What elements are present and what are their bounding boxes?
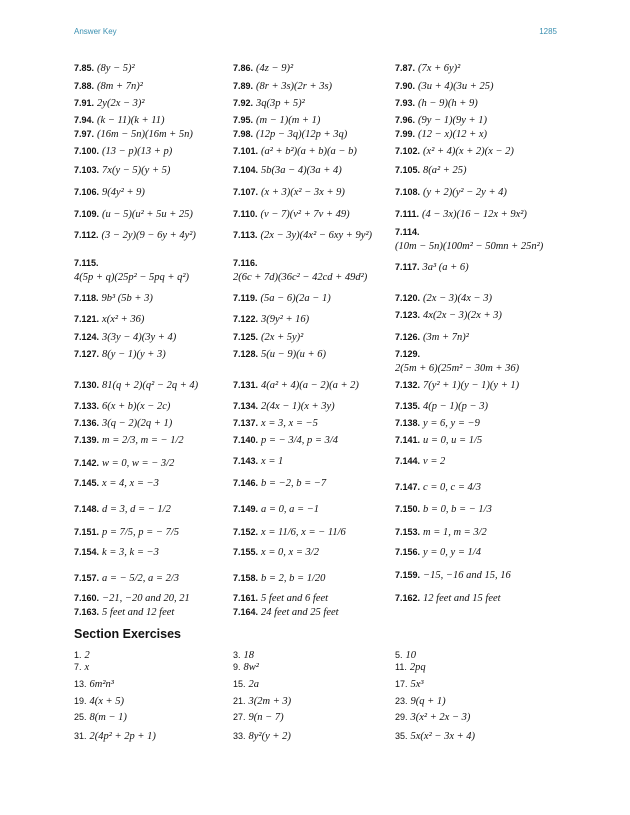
answer-expression: b = 2, b = 1/20 bbox=[261, 573, 326, 584]
answer-item bbox=[74, 186, 145, 199]
answer-number: 7.112. bbox=[74, 230, 99, 240]
exercise-number: 35. bbox=[395, 731, 408, 741]
answer-number: 7.128. bbox=[233, 349, 259, 359]
answer-expression: (8m + 7n)² bbox=[97, 81, 143, 92]
answer-item bbox=[395, 379, 519, 392]
answer-expression: 4(a² + 4)(a − 2)(a + 2) bbox=[261, 380, 359, 391]
answer-number: 7.155. bbox=[233, 547, 259, 557]
answer-item bbox=[395, 503, 492, 516]
answer-expression: (2x + 5y)² bbox=[261, 332, 304, 343]
answer-item bbox=[395, 434, 482, 447]
answer-number: 7.106. bbox=[74, 187, 100, 197]
answer-item bbox=[74, 97, 145, 110]
answer-number: 7.94. bbox=[74, 115, 95, 125]
answer-expression: 3(3y − 4)(3y + 4) bbox=[102, 332, 177, 343]
answer-number: 7.121. bbox=[74, 314, 100, 324]
exercise-answer: 9(n − 7) bbox=[248, 712, 284, 723]
answer-item bbox=[74, 477, 159, 490]
answer-item bbox=[233, 313, 309, 326]
answer-number: 7.86. bbox=[233, 63, 254, 73]
answer-number: 7.159. bbox=[395, 570, 421, 580]
section-answer-item bbox=[395, 730, 475, 743]
answer-item bbox=[233, 592, 328, 605]
answer-number: 7.163. bbox=[74, 607, 100, 617]
answer-expression: 9b³ (5b + 3) bbox=[101, 293, 153, 304]
answer-number: 7.145. bbox=[74, 478, 100, 488]
answer-expression: 24 feet and 25 feet bbox=[261, 607, 339, 618]
answer-number: 7.132. bbox=[395, 380, 421, 390]
section-answer-item bbox=[233, 678, 259, 691]
answer-expression: (h − 9)(h + 9) bbox=[418, 98, 478, 109]
answer-expression: −15, −16 and 15, 16 bbox=[423, 570, 511, 581]
answer-number: 7.88. bbox=[74, 81, 95, 91]
answer-expression: 2y(2x − 3)² bbox=[97, 98, 145, 109]
answer-item bbox=[233, 80, 332, 93]
answer-expression: 4x(2x − 3)(2x + 3) bbox=[423, 310, 502, 321]
answer-expression: y = 6, y = −9 bbox=[423, 418, 480, 429]
answer-number: 7.107. bbox=[233, 187, 259, 197]
exercise-number: 9. bbox=[233, 662, 241, 672]
answer-expression: (4z − 9)² bbox=[256, 63, 294, 74]
answer-expression: (m − 1)(m + 1) bbox=[256, 115, 321, 126]
exercise-answer: x bbox=[84, 662, 90, 673]
answer-number: 7.150. bbox=[395, 504, 421, 514]
answer-number: 7.118. bbox=[74, 293, 99, 303]
answer-item bbox=[395, 592, 501, 605]
answer-expression: (12 − x)(12 + x) bbox=[418, 129, 488, 140]
answer-expression: (x² + 4)(x + 2)(x − 2) bbox=[423, 146, 514, 157]
answer-item bbox=[233, 526, 346, 539]
exercise-answer: 3(x² + 2x − 3) bbox=[410, 712, 471, 723]
answer-number: 7.143. bbox=[233, 456, 259, 466]
section-answer-item bbox=[233, 661, 259, 674]
answer-number: 7.130. bbox=[74, 380, 100, 390]
answer-expression: x = 11/6, x = − 11/6 bbox=[261, 527, 346, 538]
section-answer-item bbox=[233, 695, 291, 708]
answer-number: 7.139. bbox=[74, 435, 100, 445]
answer-item bbox=[74, 457, 174, 470]
exercise-answer: 2pq bbox=[409, 662, 426, 673]
answer-expression: x = 0, x = 3/2 bbox=[261, 547, 319, 558]
answer-item bbox=[395, 546, 481, 559]
answer-item bbox=[233, 434, 338, 447]
answer-item bbox=[74, 313, 144, 326]
answer-item bbox=[74, 503, 171, 516]
answer-item bbox=[233, 186, 345, 199]
answer-expression: (3u + 4)(3u + 25) bbox=[418, 81, 494, 92]
answer-item bbox=[74, 379, 198, 392]
answer-number: 7.91. bbox=[74, 98, 95, 108]
exercise-answer: 6m²n³ bbox=[89, 679, 114, 690]
answer-item bbox=[74, 348, 166, 361]
answer-item bbox=[74, 434, 184, 447]
answer-number: 7.105. bbox=[395, 165, 421, 175]
exercise-number: 5. bbox=[395, 650, 403, 660]
answer-expression: 9(4y² + 9) bbox=[102, 187, 145, 198]
answer-item bbox=[233, 331, 303, 344]
answer-number: 7.140. bbox=[233, 435, 259, 445]
answer-number: 7.153. bbox=[395, 527, 421, 537]
answer-item bbox=[395, 331, 469, 344]
exercise-answer: 2a bbox=[248, 679, 260, 690]
answer-expression: (8r + 3s)(2r + 3s) bbox=[256, 81, 333, 92]
answer-number: 7.152. bbox=[233, 527, 259, 537]
answer-expression: (2x − 3y)(4x² − 6xy + 9y²) bbox=[260, 230, 373, 241]
answer-number: 7.104. bbox=[233, 165, 259, 175]
exercise-answer: 2 bbox=[84, 650, 90, 661]
exercise-number: 25. bbox=[74, 712, 87, 722]
exercise-number: 31. bbox=[74, 731, 87, 741]
answer-expression: −21, −20 and 20, 21 bbox=[102, 593, 190, 604]
answer-expression: (5a − 6)(2a − 1) bbox=[260, 293, 331, 304]
exercise-number: 19. bbox=[74, 696, 87, 706]
answer-number: 7.138. bbox=[395, 418, 421, 428]
answer-expression: (10m − 5n)(100m² − 50mn + 25n²) bbox=[395, 241, 544, 252]
answer-expression: 12 feet and 15 feet bbox=[423, 593, 501, 604]
answer-item bbox=[395, 62, 460, 75]
exercise-answer: 5x³ bbox=[410, 679, 424, 690]
answer-expression: x = 4, x = −3 bbox=[102, 478, 159, 489]
answer-number: 7.87. bbox=[395, 63, 416, 73]
answer-expression: 4(5p + q)(25p² − 5pq + q²) bbox=[74, 272, 190, 283]
answer-item bbox=[74, 400, 170, 413]
answer-number: 7.157. bbox=[74, 573, 100, 583]
answer-number: 7.162. bbox=[395, 593, 421, 603]
answer-number: 7.148. bbox=[74, 504, 100, 514]
section-answer-item bbox=[395, 695, 446, 708]
answer-item bbox=[395, 186, 507, 199]
answer-number: 7.113. bbox=[233, 230, 258, 240]
exercise-answer: 8w² bbox=[243, 662, 259, 673]
answer-item bbox=[74, 606, 174, 619]
answer-number: 7.95. bbox=[233, 115, 254, 125]
answer-expression: (8y − 5)² bbox=[97, 63, 135, 74]
answer-number: 7.123. bbox=[395, 310, 421, 320]
answer-number: 7.133. bbox=[74, 401, 100, 411]
answer-number: 7.131. bbox=[233, 380, 259, 390]
answer-expression: (12p − 3q)(12p + 3q) bbox=[256, 129, 348, 140]
section-answer-item bbox=[74, 695, 124, 708]
answer-number: 7.147. bbox=[395, 482, 421, 492]
answer-item bbox=[233, 128, 347, 141]
answer-item bbox=[233, 292, 331, 305]
answer-item bbox=[74, 128, 193, 141]
section-answer-item bbox=[395, 678, 424, 691]
page-number: 1285 bbox=[539, 27, 557, 36]
answer-number: 7.85. bbox=[74, 63, 95, 73]
answer-item bbox=[233, 97, 305, 110]
answer-item bbox=[395, 569, 511, 582]
answer-item bbox=[395, 455, 445, 468]
answer-item bbox=[395, 226, 543, 253]
answer-expression: 4(p − 1)(p − 3) bbox=[423, 401, 488, 412]
exercise-answer: 4(x + 5) bbox=[89, 696, 125, 707]
answer-item bbox=[395, 400, 488, 413]
answer-expression: b = 0, b = − 1/3 bbox=[423, 504, 492, 515]
answer-number: 7.129. bbox=[395, 349, 421, 359]
answer-number: 7.114. bbox=[395, 227, 420, 237]
answer-expression: (y + 2)(y² − 2y + 4) bbox=[423, 187, 507, 198]
answer-number: 7.89. bbox=[233, 81, 254, 91]
answer-item bbox=[233, 145, 357, 158]
answer-expression: 8(y − 1)(y + 3) bbox=[102, 349, 166, 360]
answer-number: 7.154. bbox=[74, 547, 100, 557]
exercise-number: 15. bbox=[233, 679, 246, 689]
exercise-number: 21. bbox=[233, 696, 246, 706]
answer-number: 7.93. bbox=[395, 98, 416, 108]
answer-item bbox=[395, 128, 487, 141]
answer-item bbox=[74, 80, 143, 93]
answer-expression: 5 feet and 12 feet bbox=[102, 607, 175, 618]
answer-expression: c = 0, c = 4/3 bbox=[423, 482, 481, 493]
answer-number: 7.92. bbox=[233, 98, 254, 108]
answer-expression: y = 0, y = 1/4 bbox=[423, 547, 481, 558]
answer-item bbox=[395, 164, 467, 177]
answer-item bbox=[233, 208, 350, 221]
exercise-number: 29. bbox=[395, 712, 408, 722]
answer-item bbox=[233, 229, 372, 242]
answer-item bbox=[233, 606, 339, 619]
answer-item bbox=[395, 526, 487, 539]
answer-expression: (a² + b²)(a + b)(a − b) bbox=[261, 146, 357, 157]
answer-expression: (2x − 3)(4x − 3) bbox=[423, 293, 493, 304]
answer-expression: a = 0, a = −1 bbox=[261, 504, 320, 515]
answer-number: 7.127. bbox=[74, 349, 100, 359]
answer-item bbox=[233, 417, 318, 430]
answer-number: 7.109. bbox=[74, 209, 100, 219]
exercise-answer: 5x(x² − 3x + 4) bbox=[410, 731, 476, 742]
answer-item bbox=[395, 97, 478, 110]
exercise-number: 27. bbox=[233, 712, 246, 722]
exercise-answer: 2(4p² + 2p + 1) bbox=[89, 731, 156, 742]
answer-number: 7.117. bbox=[395, 262, 420, 272]
section-answer-item bbox=[74, 678, 114, 691]
answer-number: 7.96. bbox=[395, 115, 416, 125]
answer-item bbox=[74, 331, 176, 344]
answer-expression: (13 − p)(13 + p) bbox=[102, 146, 173, 157]
answer-expression: 2(4x − 1)(x + 3y) bbox=[261, 401, 335, 412]
answer-item bbox=[233, 348, 326, 361]
answer-item bbox=[395, 261, 469, 274]
answer-number: 7.164. bbox=[233, 607, 259, 617]
answer-item bbox=[233, 62, 293, 75]
answer-item bbox=[74, 417, 172, 430]
answer-number: 7.134. bbox=[233, 401, 259, 411]
exercise-number: 23. bbox=[395, 696, 408, 706]
answer-number: 7.124. bbox=[74, 332, 100, 342]
answer-expression: (3 − 2y)(9 − 6y + 4y²) bbox=[101, 230, 196, 241]
answer-expression: (k − 11)(k + 11) bbox=[97, 115, 165, 126]
answer-expression: x = 3, x = −5 bbox=[261, 418, 318, 429]
answer-expression: k = 3, k = −3 bbox=[102, 547, 159, 558]
answer-expression: b = −2, b = −7 bbox=[261, 478, 327, 489]
answer-number: 7.100. bbox=[74, 146, 100, 156]
answer-number: 7.111. bbox=[395, 209, 420, 219]
answer-item bbox=[395, 80, 493, 93]
answer-expression: 3(q − 2)(2q + 1) bbox=[102, 418, 173, 429]
answer-expression: 5(u − 9)(u + 6) bbox=[261, 349, 326, 360]
answer-expression: d = 3, d = − 1/2 bbox=[102, 504, 171, 515]
answer-expression: (7x + 6y)² bbox=[418, 63, 461, 74]
answer-item bbox=[233, 400, 335, 413]
answer-number: 7.136. bbox=[74, 418, 100, 428]
answer-number: 7.120. bbox=[395, 293, 421, 303]
answer-number: 7.103. bbox=[74, 165, 100, 175]
answer-item bbox=[74, 592, 190, 605]
answer-item bbox=[395, 481, 481, 494]
answer-number: 7.135. bbox=[395, 401, 421, 411]
answer-expression: 2(5m + 6)(25m² − 30m + 36) bbox=[395, 363, 520, 374]
exercise-number: 13. bbox=[74, 679, 87, 689]
answer-item bbox=[74, 145, 172, 158]
section-answer-item bbox=[233, 730, 291, 743]
answer-item bbox=[233, 164, 342, 177]
answer-item bbox=[74, 229, 196, 242]
answer-number: 7.110. bbox=[233, 209, 258, 219]
answer-expression: m = 1, m = 3/2 bbox=[423, 527, 487, 538]
answer-item bbox=[74, 572, 179, 585]
answer-number: 7.108. bbox=[395, 187, 421, 197]
answer-item bbox=[233, 572, 325, 585]
answer-number: 7.149. bbox=[233, 504, 259, 514]
answer-expression: (3m + 7n)² bbox=[423, 332, 469, 343]
answer-item bbox=[74, 164, 170, 177]
answer-number: 7.161. bbox=[233, 593, 259, 603]
answer-number: 7.116. bbox=[233, 258, 258, 268]
answer-expression: m = 2/3, m = − 1/2 bbox=[102, 435, 184, 446]
answer-item bbox=[395, 114, 487, 127]
answer-item bbox=[233, 455, 283, 468]
exercise-answer: 10 bbox=[405, 650, 417, 661]
answer-item bbox=[74, 257, 189, 284]
answer-number: 7.119. bbox=[233, 293, 258, 303]
answer-expression: 8(a² + 25) bbox=[423, 165, 467, 176]
exercise-number: 7. bbox=[74, 662, 82, 672]
exercise-answer: 8y²(y + 2) bbox=[248, 731, 291, 742]
answer-number: 7.146. bbox=[233, 478, 259, 488]
answer-item bbox=[395, 417, 480, 430]
answer-expression: x = 1 bbox=[261, 456, 284, 467]
answer-item bbox=[233, 477, 326, 490]
answer-item bbox=[395, 208, 527, 221]
answer-expression: (16m − 5n)(16m + 5n) bbox=[97, 129, 193, 140]
answer-expression: (v − 7)(v² + 7v + 49) bbox=[260, 209, 350, 220]
answer-item bbox=[233, 114, 320, 127]
section-answer-item bbox=[74, 730, 156, 743]
section-heading: Section Exercises bbox=[74, 627, 182, 641]
answer-item bbox=[74, 114, 164, 127]
answer-item bbox=[233, 503, 319, 516]
exercise-number: 1. bbox=[74, 650, 82, 660]
exercise-answer: 18 bbox=[243, 650, 255, 661]
answer-expression: 3a³ (a + 6) bbox=[422, 262, 469, 273]
answer-number: 7.160. bbox=[74, 593, 100, 603]
answer-item bbox=[74, 292, 153, 305]
exercise-answer: 9(q + 1) bbox=[410, 696, 446, 707]
answer-expression: a = − 5/2, a = 2/3 bbox=[102, 573, 179, 584]
exercise-number: 33. bbox=[233, 731, 246, 741]
answer-expression: (x + 3)(x² − 3x + 9) bbox=[261, 187, 345, 198]
exercise-number: 3. bbox=[233, 650, 241, 660]
answer-expression: 3q(3p + 5)² bbox=[256, 98, 305, 109]
running-header-title: Answer Key bbox=[74, 27, 117, 36]
answer-expression: 5 feet and 6 feet bbox=[261, 593, 329, 604]
answer-expression: (9y − 1)(9y + 1) bbox=[418, 115, 488, 126]
section-answer-item bbox=[74, 661, 89, 674]
answer-item bbox=[395, 348, 519, 375]
answer-number: 7.141. bbox=[395, 435, 421, 445]
answer-number: 7.137. bbox=[233, 418, 259, 428]
answer-number: 7.101. bbox=[233, 146, 259, 156]
answer-expression: (4 − 3x)(16 − 12x + 9x²) bbox=[422, 209, 527, 220]
section-answer-item bbox=[74, 711, 127, 724]
exercise-number: 17. bbox=[395, 679, 408, 689]
answer-expression: 7x(y − 5)(y + 5) bbox=[102, 165, 171, 176]
answer-expression: (u − 5)(u² + 5u + 25) bbox=[102, 209, 193, 220]
answer-item bbox=[395, 145, 514, 158]
exercise-answer: 3(2m + 3) bbox=[248, 696, 292, 707]
answer-number: 7.90. bbox=[395, 81, 416, 91]
answer-number: 7.126. bbox=[395, 332, 421, 342]
answer-item bbox=[395, 292, 492, 305]
answer-expression: v = 2 bbox=[423, 456, 446, 467]
answer-number: 7.115. bbox=[74, 258, 99, 268]
answer-item bbox=[74, 62, 135, 75]
answer-expression: p = − 3/4, p = 3/4 bbox=[261, 435, 338, 446]
answer-expression: u = 0, u = 1/5 bbox=[423, 435, 483, 446]
answer-item bbox=[74, 546, 159, 559]
answer-expression: p = 7/5, p = − 7/5 bbox=[102, 527, 179, 538]
section-answer-item bbox=[233, 711, 284, 724]
answer-expression: x(x² + 36) bbox=[102, 314, 145, 325]
answer-number: 7.99. bbox=[395, 129, 416, 139]
exercise-answer: 8(m − 1) bbox=[89, 712, 127, 723]
section-answer-item bbox=[395, 661, 426, 674]
answer-item bbox=[74, 526, 179, 539]
answer-expression: 81(q + 2)(q² − 2q + 4) bbox=[102, 380, 199, 391]
answer-number: 7.122. bbox=[233, 314, 259, 324]
answer-expression: 6(x + b)(x − 2c) bbox=[102, 401, 171, 412]
answer-number: 7.151. bbox=[74, 527, 100, 537]
answer-number: 7.144. bbox=[395, 456, 421, 466]
answer-expression: w = 0, w = − 3/2 bbox=[102, 458, 175, 469]
answer-number: 7.156. bbox=[395, 547, 421, 557]
answer-number: 7.142. bbox=[74, 458, 100, 468]
answer-item bbox=[395, 309, 502, 322]
answer-expression: 2(6c + 7d)(36c² − 42cd + 49d²) bbox=[233, 272, 368, 283]
answer-number: 7.125. bbox=[233, 332, 259, 342]
section-answer-item bbox=[395, 711, 470, 724]
answer-number: 7.98. bbox=[233, 129, 254, 139]
answer-expression: 5b(3a − 4)(3a + 4) bbox=[261, 165, 342, 176]
answer-item bbox=[233, 379, 359, 392]
answer-item bbox=[74, 208, 193, 221]
answer-item bbox=[233, 257, 367, 284]
answer-expression: 7(y² + 1)(y − 1)(y + 1) bbox=[423, 380, 520, 391]
exercise-number: 11. bbox=[395, 662, 407, 672]
answer-number: 7.97. bbox=[74, 129, 95, 139]
answer-number: 7.102. bbox=[395, 146, 421, 156]
answer-number: 7.158. bbox=[233, 573, 259, 583]
answer-item bbox=[233, 546, 319, 559]
answer-expression: 3(9y² + 16) bbox=[261, 314, 310, 325]
